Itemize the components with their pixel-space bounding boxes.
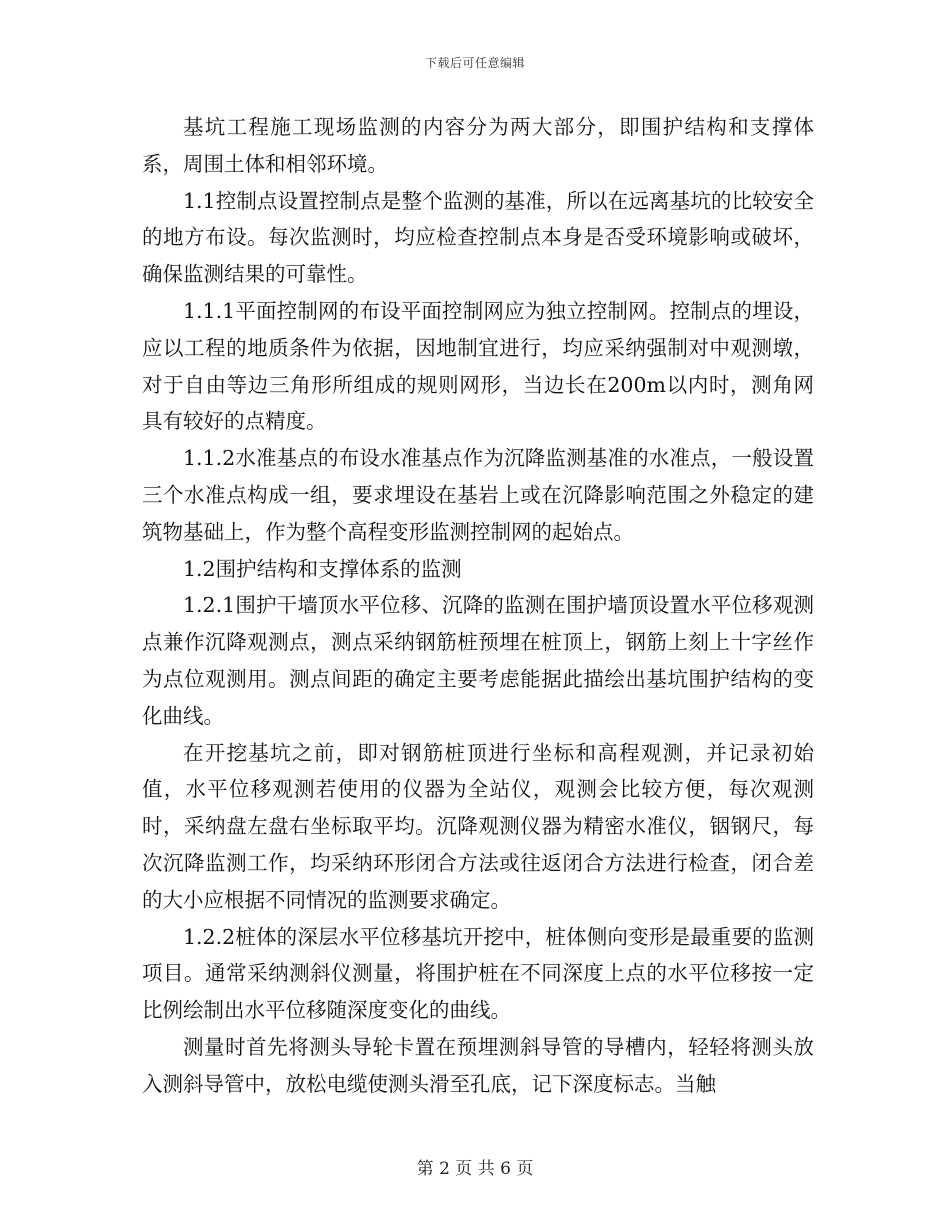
- paragraph: 基坑工程施工现场监测的内容分为两大部分，即围护结构和支撑体系，周围土体和相邻环境。: [142, 115, 814, 176]
- page-number-footer: 第 2 页 共 6 页: [416, 1159, 534, 1179]
- paragraph: 测量时首先将测头导轮卡置在预埋测斜导管的导槽内，轻轻将测头放入测斜导管中，放松电缆使测头滑至孔底，记下深度标志。当触: [142, 1034, 814, 1096]
- paragraph: 1.2.1围护干墙顶水平位移、沉降的监测在围护墙顶设置水平位移观测点兼作沉降观测点，测点采纳钢筋桩预埋在桩顶上，钢筋上刻上十字丝作为点位观测用。测点间距的确定主要考虑能据此描绘出基坑围护结构的变化曲线。: [142, 593, 814, 728]
- paragraph: 1.1.2水准基点的布设水准基点作为沉降监测基准的水准点，一般设置三个水准点构成一组，要求埋设在基岩上或在沉降影响范围之外稳定的建筑物基础上，作为整个高程变形监测控制网的起始点。: [142, 446, 814, 544]
- page-header: 下载后可任意编辑: [424, 56, 525, 70]
- document-body: [142, 109, 814, 1103]
- paragraph: 1.1.1平面控制网的布设平面控制网应为独立控制网。控制点的埋设，应以工程的地质条件为依据，因地制宜进行，均应采纳强制对中观测墩，对于自由等边三角形所组成的规则网形，当边长在200m以内时，测角网具有较好的点精度。: [142, 298, 814, 434]
- paragraph: 1.2.2桩体的深层水平位移基坑开挖中，桩体侧向变形是最重要的监测项目。通常采纳测斜仪测量，将围护桩在不同深度上点的水平位移按一定比例绘制出水平位移随深度变化的曲线。: [142, 924, 814, 1023]
- section-heading: 1.2围护结构和支撑体系的监测: [183, 556, 462, 581]
- paragraph: 在开挖基坑之前，即对钢筋桩顶进行坐标和高程观测，并记录初始值，水平位移观测若使用的仪器为全站仪，观测会比较方便，每次观测时，采纳盘左盘右坐标取平均。沉降观测仪器为精密水准仪，铟钢尺，每次沉降监测工作，均采纳环形闭合方法或往返闭合方法进行检查，闭合差的大小应根据不同情况的监测要求确定。: [142, 740, 814, 912]
- paragraph: 1.1控制点设置控制点是整个监测的基准，所以在远离基坑的比较安全的地方布设。每次监测时，均应检查控制点本身是否受环境影响或破坏，确保监测结果的可靠性。: [142, 188, 814, 287]
